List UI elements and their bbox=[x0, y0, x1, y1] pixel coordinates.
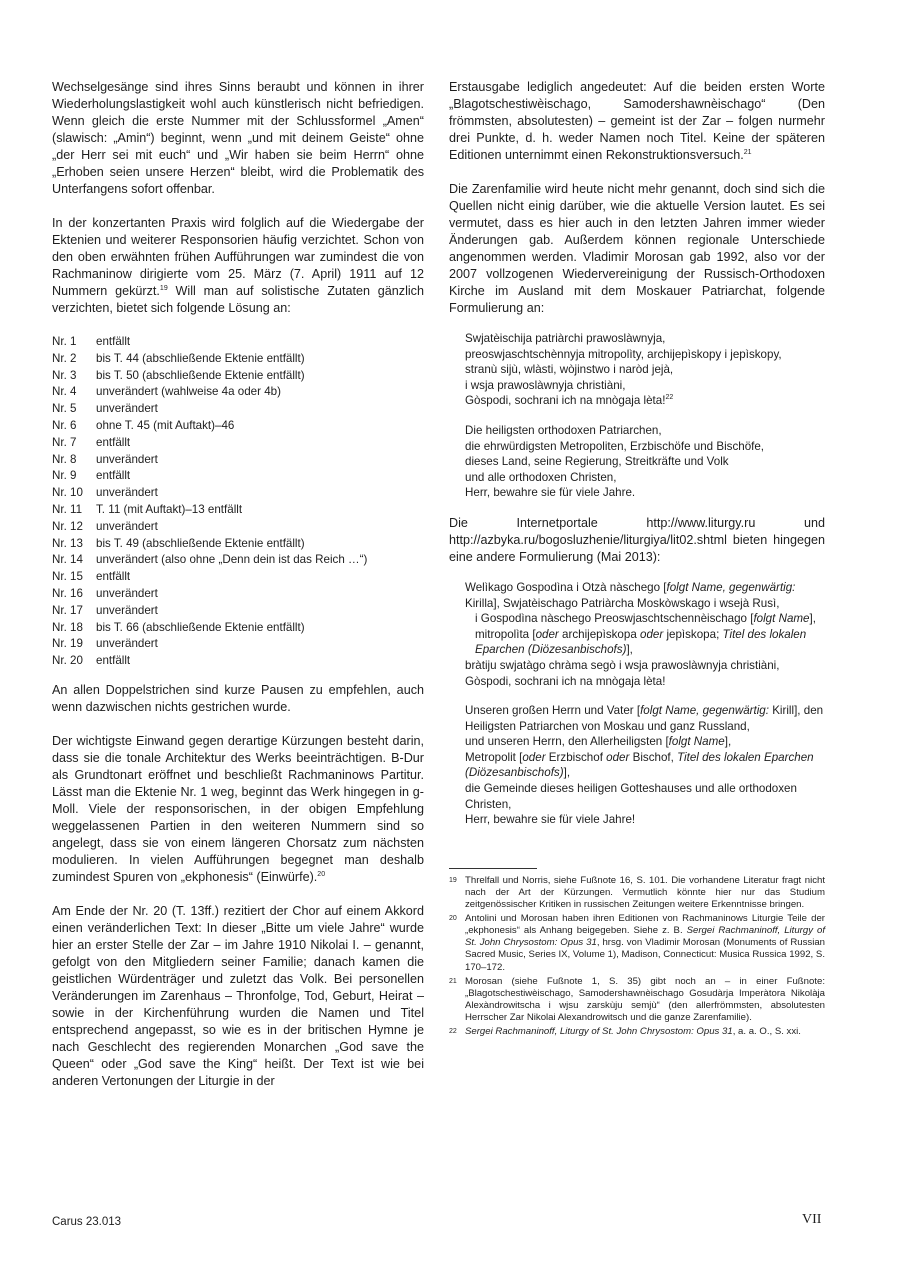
list-item: Nr. 20 entfällt bbox=[52, 654, 131, 668]
list-item: Nr. 17 unverändert bbox=[52, 603, 158, 617]
list-item: Nr. 13 bis T. 49 (abschließende Ektenie entfällt) bbox=[52, 536, 305, 550]
list-item: Nr. 18 bis T. 66 (abschließende Ektenie entfällt) bbox=[52, 620, 305, 634]
paragraph-8: Die Internetportale http://www.liturgy.ru und http://azbyka.ru/bogosluzhenie/liturgiya/lit02.shtml bieten hingegen eine andere Formulierung (Mai 2013): bbox=[449, 515, 825, 564]
paragraph-1: Wechselgesänge sind ihres Sinns beraubt und können in ihrer Wiederholungslastigkeit wohl auch künstlerisch nicht befriedigen. Wenn gleich die erste Nummer mit der Schlussformel „Amen“ (slawisch: „Amin“) beginnt, wenn „und mit deinem Geiste“ ohne „der Herr sei mit euch“ und „Wir haben sie beim Herrn“ ohne „Erhoben seien unsere Herzen“ bleibt, wird die Problematik des Unterfangens sofort offenbar. bbox=[52, 80, 424, 196]
right-column bbox=[449, 79, 825, 1040]
list-item: Nr. 19 unverändert bbox=[52, 637, 158, 651]
list-item: Nr. 14 unverändert (also ohne „Denn dein ist das Reich …“) bbox=[52, 553, 368, 567]
page-number: VII bbox=[802, 1212, 822, 1227]
list-item: Nr. 11 T. 11 (mit Auftakt)–13 entfällt bbox=[52, 502, 243, 516]
footnote-19: 19 Threlfall und Norris, siehe Fußnote 16, S. 101. Die vorhandene Literatur fragt nicht nach der Art der Kürzungen. Vermutlich könnte hier nur das Studium zeitgenössischer Kritiken in russischen Zeitungen weitere Erkenntnisse bringen. bbox=[449, 874, 825, 911]
paragraph-6: Erstausgabe lediglich angedeutet: Auf die beiden ersten Worte „Blagotschestiwèischago, Samodershawnèischago“ (Den frömmsten, absolutesten) – gemeint ist der Zar – folgen nurmehr drei Punkte, d. h. weder Namen noch Titel. Keine der späteren Editionen unternimmt einen Rekonstruktionsversuch.$^{21}$ bbox=[449, 80, 825, 162]
quote-german-2: Unseren großen Herrn und Vater [folgt Name, gegenwärtig: Kirill], den Heiligsten Patriarchen von Moskau und ganz Russland, und unseren Herrn, den Allerheiligsten [folgt Name], Metropolit [oder Erzbischof oder Bischof, Titel des lokalen Eparchen (Diözesanbischofs)], die Gemeinde dieses heiligen Gotteshauses und alle orthodoxen Christen, Herr, bewahre sie für viele Jahre! bbox=[465, 704, 824, 827]
paragraph-4: Der wichtigste Einwand gegen derartige Kürzungen besteht darin, dass sie die tonale Architektur des Werks beeinträchtigen. B-Dur als Grundtonart eröffnet und beschließt Rachmaninows Partitur. Lässt man die Ektenie Nr. 1 weg, beginnt das Werk hingegen in g-Moll. Viele der responsorischen, in der obigen Empfehlung weggelassenen Partien in den weiteren Nummern sind so angelegt, dass sie von einem längeren Chorsatz zum nächsten modulieren. In vielen Aufführungen begegnet man deshalb zumindest Spuren von „ekphonesis“ (Einwürfe).$^{20}$ bbox=[52, 733, 424, 884]
list-item: Nr. 4 unverändert (wahlweise 4a oder 4b) bbox=[52, 385, 281, 399]
list-item: Nr. 7 entfällt bbox=[52, 435, 131, 449]
list-item: Nr. 3 bis T. 50 (abschließende Ektenie entfällt) bbox=[52, 368, 305, 382]
list-item: Nr. 1 entfällt bbox=[52, 335, 131, 348]
quote-church-slavonic-2: Welìkago Gospodìna i Otzà nàschego [folgt Name, gegenwärtig: Kirilla], Swjatèischago Patriàrcha Moskòwskago i wsejà Rusì, i Gospodìna nàschego Preoswjaschtschennèischago [folgt Name], mitropolìta [oder archijepìskopa oder jepìskopa; Titel des lokalen Eparchen (Diözesanbischofs)], bràtiju swjatàgo chràma segò i wsja prawoslàwnyja christiàni, Gòspodi, sochrani ich na mnògaja lèta! bbox=[465, 580, 816, 688]
paragraph-3: An allen Doppelstrichen sind kurze Pausen zu empfehlen, auch wenn dazwischen nichts gestrichen wurde. bbox=[52, 682, 424, 714]
footnote-22: 22 Sergei Rachmaninoff, Liturgy of St. John Chrysostom: Opus 31, a. a. O., S. xxi. bbox=[449, 1025, 801, 1037]
footnote-ref-21[interactable]: 21 bbox=[743, 148, 752, 156]
list-item: Nr. 9 entfällt bbox=[52, 469, 131, 483]
footnote-ref-22[interactable]: 22 bbox=[665, 394, 674, 402]
footnote-divider bbox=[449, 868, 537, 869]
paragraph-5: Am Ende der Nr. 20 (T. 13ff.) rezitiert der Chor auf einem Akkord einen veränderlichen Text: In dieser „Bitte um viele Jahre“ wurde hier an erster Stelle der Zar – im Jahre 1910 Nikolai I. – genannt, gefolgt von den Mitgliedern seiner Familie; danach kamen die geistlichen Würdenträger und zuletzt das Volk. Bei personellen Veränderungen im Zarenhaus – Thronfolge, Tod, Geburt, Heirat – sowie in der Kirchenführung wurden die Namen und Titel entsprechend angepasst, so wie es in der britischen Hymne je nach Geschlecht des regierenden Monarchen „God save the Queen“ oder „God save the King“ heißt. Der Text ist wie bei anderen Vertonungen der Liturgie in der bbox=[52, 903, 424, 1088]
footnote-ref-19[interactable]: 19 bbox=[159, 284, 168, 292]
footnote-20: 20 Antolini und Morosan haben ihren Editionen von Rachmaninows Liturgie Teile der „ekphonesis“ als Anhang beigegeben. Siehe z. B. Sergei Rachmaninoff, Liturgy of St. John Chrysostom: Opus 31, hrsg. von Vladimir Morosan (Monuments of Russian Sacred Music, Series IX, Volume 1), Madison, Connecticut: Musica Russica 1992, S. 170–172. bbox=[449, 913, 826, 973]
list-item: Nr. 12 unverändert bbox=[52, 519, 158, 533]
list-item: Nr. 16 unverändert bbox=[52, 586, 158, 600]
paragraph-2: In der konzertanten Praxis wird folglich auf die Wiedergabe der Ektenien und weiterer Responsorien häufig verzichtet. Schon von den oben erwähnten frühen Aufführungen war zumindest die von Rachmaninow dirigierte vom 25. März (7. April) 1911 auf 12 Nummern gekürzt.$^{19}$ Will man auf solistische Zutaten gänzlich verzichten, bietet sich folgende Lösung an: bbox=[52, 216, 424, 315]
left-column bbox=[52, 79, 424, 1090]
list-item: Nr. 8 unverändert bbox=[52, 452, 158, 466]
footnote-ref-20[interactable]: 20 bbox=[317, 870, 326, 878]
list-item: Nr. 5 unverändert bbox=[52, 402, 158, 416]
cut-list bbox=[52, 334, 424, 670]
list-item: Nr. 6 ohne T. 45 (mit Auftakt)–46 bbox=[52, 418, 235, 432]
quote-church-slavonic-1: Swjatèischija patriàrchi prawoslàwnyja, preoswjaschtschènnyja mitropolìty, archijepìskopy i jepìskopy, stranù sijù, wlàsti, wòjinstwo i naròd jejà, i wsja prawoslàwnyja christiàni, Gòspodi, sochrani ich na mnògaja lèta!$^{22}$ bbox=[465, 332, 782, 408]
publisher-footer: Carus 23.013 bbox=[52, 1216, 122, 1228]
list-item: Nr. 10 unverändert bbox=[52, 486, 158, 500]
list-item: Nr. 15 entfällt bbox=[52, 570, 131, 584]
footnote-21: 21 Morosan (siehe Fußnote 1, S. 35) gibt noch an – in einer Fußnote: „Blagotschestiwèischago, Samodershawnèischago Gosudàrja Imperàtora Nikolàja Alexàndrowitscha i wjsu zarskùju semjù“ (den allerfrömmsten, absolutesten Herrscher Zar Nikolai Alexandrowitsch und die ganze Zarenfamilie). bbox=[449, 975, 825, 1023]
quote-german-1: Die heiligsten orthodoxen Patriarchen, die ehrwürdigsten Metropoliten, Erzbischöfe und Bischöfe, dieses Land, seine Regierung, Streitkräfte und Volk und alle orthodoxen Christen, Herr, bewahre sie für viele Jahre. bbox=[465, 423, 765, 500]
list-item: Nr. 2 bis T. 44 (abschließende Ektenie entfällt) bbox=[52, 351, 305, 365]
paragraph-7: Die Zarenfamilie wird heute nicht mehr genannt, doch sind sich die Quellen nicht einig darüber, wie die aktuelle Version lautet. Es sei vermutet, dass es hier auch in den letzten Jahren immer wieder Änderungen gab. Außerdem können regionale Unterschiede angenommen werden. Vladimir Morosan gab 1992, also vor der 2007 vollzogenen Wiedervereinigung der Russisch-Orthodoxen Kirche im Ausland mit dem Moskauer Patriarchat, folgende Formulierung an: bbox=[449, 182, 825, 315]
